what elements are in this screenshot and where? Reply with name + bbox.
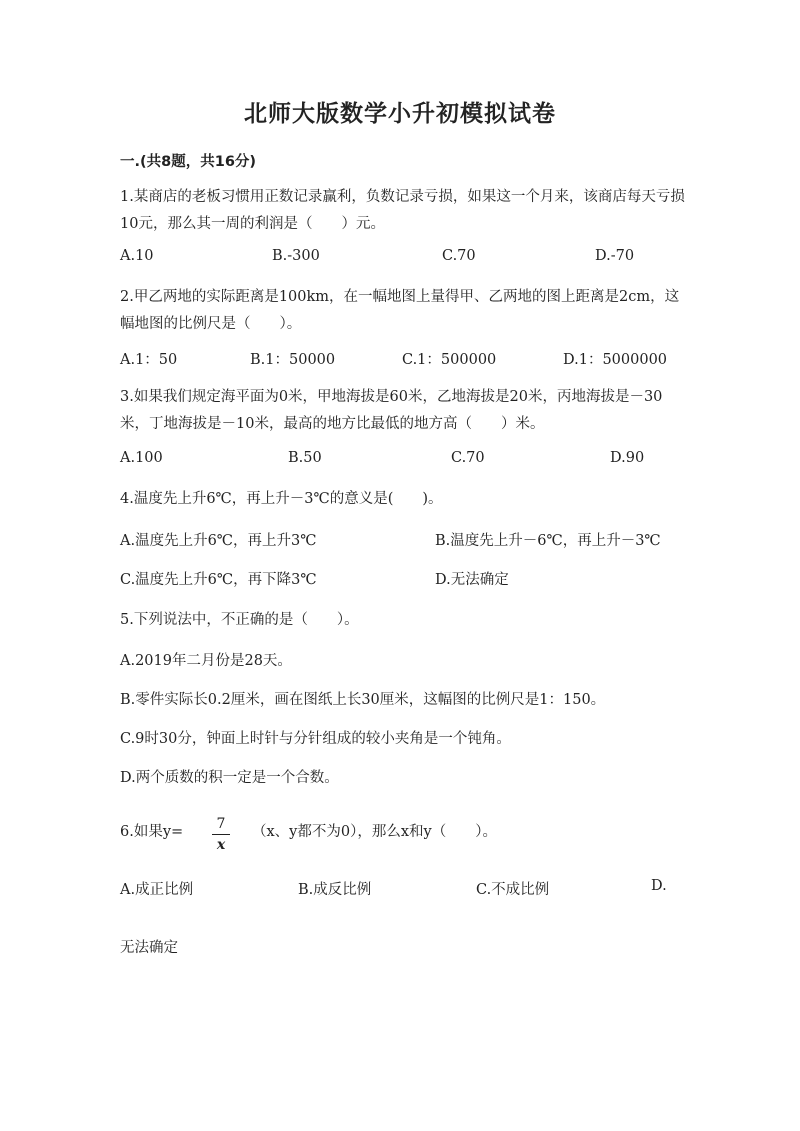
question-1-option-b[interactable]: B.-300	[272, 248, 320, 264]
fraction-bar	[212, 834, 230, 835]
question-3-option-a[interactable]: A.100	[120, 450, 163, 466]
question-1-option-d[interactable]: D.-70	[595, 248, 635, 264]
question-4-option-a[interactable]: A.温度先上升6℃，再上升3℃	[120, 533, 317, 549]
question-3-option-b[interactable]: B.50	[288, 450, 322, 466]
question-4-options-row-1	[120, 529, 700, 551]
question-1-text: 1.某商店的老板习惯用正数记录赢利，负数记录亏损，如果这一个月来，该商店每天亏损10元，那么其一周的利润是（ ）元。	[120, 189, 685, 232]
question-3-text: 3.如果我们规定海平面为0米，甲地海拔是60米，乙地海拔是20米，丙地海拔是－30米，丁地海拔是－10米，最高的地方比最低的地方高（ ）米。	[120, 389, 663, 432]
question-3-options	[120, 450, 700, 472]
question-4-option-c[interactable]: C.温度先上升6℃，再下降3℃	[120, 572, 317, 588]
question-1-options	[120, 248, 700, 270]
question-2-option-b[interactable]: B.1：50000	[250, 352, 336, 368]
page-title: 北师大版数学小升初模拟试卷	[244, 101, 556, 127]
question-5-option-b[interactable]: B.零件实际长0.2厘米，画在图纸上长30厘米，这幅图的比例尺是1：150。	[120, 692, 606, 708]
question-3-option-c[interactable]: C.70	[451, 450, 485, 466]
question-6-option-d-continued: 无法确定	[120, 940, 178, 956]
fraction-numerator: 7	[216, 816, 226, 832]
question-4-text: 4.温度先上升6℃，再上升－3℃的意义是( )。	[120, 491, 443, 507]
question-3-option-d[interactable]: D.90	[610, 450, 645, 466]
question-1-option-a[interactable]: A.10	[120, 248, 154, 264]
question-2-option-d[interactable]: D.1：5000000	[563, 352, 668, 368]
question-4-option-b[interactable]: B.温度先上升－6℃，再上升－3℃	[435, 533, 661, 549]
question-2-option-c[interactable]: C.1：500000	[402, 352, 497, 368]
question-5-option-d[interactable]: D.两个质数的积一定是一个合数。	[120, 770, 339, 786]
question-5-text: 5.下列说法中，不正确的是（ ）。	[120, 612, 359, 628]
question-6-option-d[interactable]: D.	[651, 878, 667, 894]
section-heading: 一.(共8题，共16分)	[120, 154, 257, 170]
fraction-denominator: x	[216, 837, 226, 853]
question-5-option-c[interactable]: C.9时30分，钟面上时针与分针组成的较小夹角是一个钝角。	[120, 731, 511, 747]
fraction-7-over-x	[212, 815, 230, 853]
question-2-options	[120, 348, 700, 370]
question-2-option-a[interactable]: A.1：50	[120, 352, 178, 368]
question-5-option-a[interactable]: A.2019年二月份是28天。	[120, 653, 292, 669]
question-6-option-c[interactable]: C.不成比例	[476, 882, 550, 898]
question-2-text: 2.甲乙两地的实际距离是100km，在一幅地图上量得甲、乙两地的图上距离是2cm，这幅地图的比例尺是（ ）。	[120, 289, 680, 332]
question-6-options	[120, 878, 700, 900]
question-6-option-b[interactable]: B.成反比例	[298, 882, 372, 898]
question-6-prefix: 6.如果y=	[120, 824, 184, 840]
question-4-option-d[interactable]: D.无法确定	[435, 572, 509, 588]
question-4-options-row-2	[120, 568, 700, 590]
question-1-option-c[interactable]: C.70	[442, 248, 476, 264]
question-6-suffix: （x、y都不为0），那么x和y（ ）。	[252, 824, 497, 840]
question-6-option-a[interactable]: A.成正比例	[120, 882, 194, 898]
